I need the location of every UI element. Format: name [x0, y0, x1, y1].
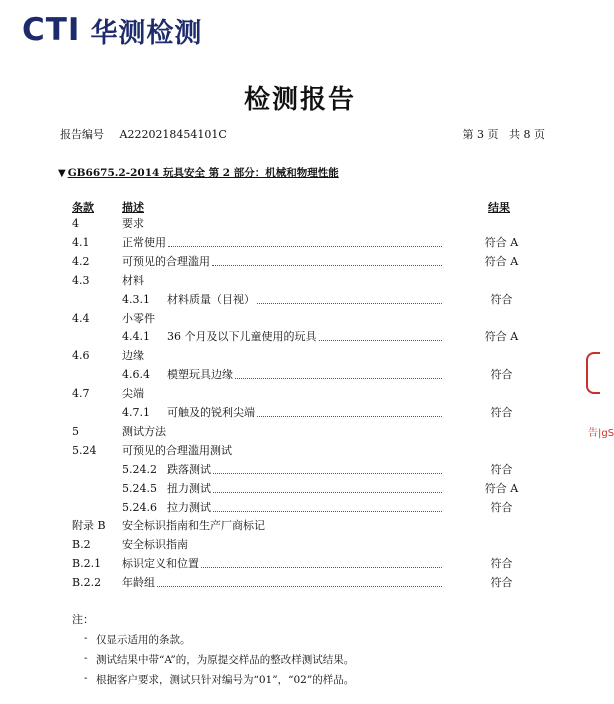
note-item	[84, 652, 355, 667]
clause-result: 符合 A	[484, 254, 519, 268]
column-header-result: 结果	[488, 201, 510, 214]
table-row	[0, 498, 600, 517]
clause-number: 5	[72, 424, 79, 438]
clause-description: 可预见的合理滥用	[122, 254, 210, 268]
notes-title: 注：	[72, 613, 94, 626]
clause-description: 要求	[122, 217, 144, 230]
report-number	[60, 126, 227, 142]
table-row	[0, 573, 600, 592]
clause-result: 符合	[490, 576, 513, 590]
table-row	[0, 327, 600, 346]
clause-number: 4.7	[72, 387, 90, 401]
clause-number: 附录 B	[72, 519, 106, 533]
clause-number: B.2.1	[72, 557, 102, 571]
table-row	[0, 441, 600, 460]
subclause-number: 5.24.5	[122, 481, 157, 495]
table-row	[0, 233, 600, 252]
clause-number: B.2.2	[72, 576, 102, 590]
table-row	[0, 479, 600, 498]
report-number-value: A2220218454101C	[119, 128, 227, 141]
table-row	[0, 384, 600, 403]
standard-heading-text: GB6675.2-2014 玩具安全 第 2 部分：机械和物理性能	[67, 167, 339, 179]
clause-result: 符合	[490, 557, 513, 571]
standard-heading	[58, 165, 339, 180]
note-item	[84, 632, 191, 647]
clause-number: 4.2	[72, 254, 90, 268]
clause-result: 符合 A	[484, 330, 519, 344]
report-title: 检测报告	[243, 85, 356, 115]
leader-dots	[212, 265, 442, 266]
bullet-icon: -	[84, 632, 88, 644]
leader-dots	[235, 378, 442, 379]
column-header-description: 描述	[122, 201, 144, 214]
clause-description: 小零件	[122, 311, 155, 325]
clause-description: 跌落测试	[167, 462, 211, 476]
clause-result: 符合	[490, 368, 513, 382]
clause-description: 扭力测试	[167, 481, 211, 495]
clause-result: 符合	[490, 406, 513, 419]
clause-description: 36 个月及以下儿童使用的玩具	[167, 330, 317, 344]
table-row	[0, 554, 600, 573]
note-item	[84, 672, 355, 687]
leader-dots	[157, 586, 442, 587]
clause-description: 可预见的合理滥用测试	[122, 443, 232, 457]
clause-description: 正常使用	[122, 235, 166, 249]
clause-description: 标识定义和位置	[122, 557, 199, 571]
clause-number: 4.3	[72, 273, 90, 287]
stamp-fragment-text: 告|gS	[588, 428, 614, 439]
table-row	[0, 214, 600, 233]
note-text: 仅显示适用的条款。	[96, 634, 191, 646]
clause-description: 材料质量（目视）	[167, 292, 255, 306]
table-row	[0, 422, 600, 441]
clause-result: 符合	[490, 462, 513, 476]
bullet-icon: -	[84, 652, 88, 664]
subclause-number: 5.24.2	[122, 462, 157, 476]
note-text: 测试结果中带“A”的，为原提交样品的整改样测试结果。	[96, 654, 355, 666]
subclause-number: 4.7.1	[122, 406, 150, 419]
clause-description: 安全标识指南和生产厂商标记	[122, 519, 265, 533]
column-header-clause: 条款	[72, 201, 94, 214]
clause-description: 拉力测试	[167, 500, 211, 514]
clause-number: 4.1	[72, 235, 90, 249]
subclause-number: 4.3.1	[122, 292, 150, 306]
note-text: 根据客户要求，测试只针对编号为“01”，“02”的样品。	[96, 674, 355, 686]
clause-result: 符合	[490, 292, 513, 306]
report-number-label: 报告编号	[60, 128, 104, 141]
clause-description: 模塑玩具边缘	[167, 368, 233, 382]
clause-description: 安全标识指南	[122, 538, 188, 552]
clause-result: 符合	[490, 500, 513, 514]
clause-description: 材料	[122, 273, 144, 287]
leader-dots	[257, 303, 442, 304]
stamp-fragment-top	[586, 352, 600, 394]
clause-description: 测试方法	[122, 424, 166, 438]
bullet-icon: -	[84, 672, 88, 684]
subclause-number: 5.24.6	[122, 500, 157, 514]
clause-description: 可触及的锐利尖端	[167, 406, 255, 419]
subclause-number: 4.4.1	[122, 330, 150, 344]
leader-dots	[168, 246, 442, 247]
table-row	[0, 309, 600, 328]
clause-number: B.2	[72, 538, 91, 552]
leader-dots	[319, 340, 442, 341]
clause-number: 5.24	[72, 443, 97, 457]
table-row	[0, 535, 600, 554]
table-row	[0, 252, 600, 271]
triangle-marker-icon: ▼	[58, 168, 66, 179]
table-row	[0, 365, 600, 384]
clause-description: 边缘	[122, 349, 144, 363]
table-row	[0, 516, 600, 535]
clause-number: 4.6	[72, 349, 90, 363]
company-logo	[22, 10, 202, 50]
table-row	[0, 290, 600, 309]
page-info: 第 3 页 共 8 页	[462, 128, 545, 141]
clause-number: 4	[72, 217, 79, 230]
leader-dots	[201, 567, 442, 568]
clause-result: 符合 A	[484, 235, 519, 249]
clause-description: 尖端	[122, 387, 144, 401]
table-row	[0, 271, 600, 290]
table-row	[0, 403, 600, 422]
leader-dots	[213, 473, 442, 474]
table-row	[0, 346, 600, 365]
leader-dots	[213, 511, 442, 512]
subclause-number: 4.6.4	[122, 368, 150, 382]
leader-dots	[257, 416, 442, 417]
logo-chinese-text: 华测检测	[90, 17, 203, 49]
logo-latin-text: CTI	[22, 12, 81, 48]
leader-dots	[213, 492, 442, 493]
clause-description: 年龄组	[122, 576, 155, 590]
table-row	[0, 460, 600, 479]
clause-result: 符合 A	[484, 481, 519, 495]
clause-number: 4.4	[72, 311, 90, 325]
